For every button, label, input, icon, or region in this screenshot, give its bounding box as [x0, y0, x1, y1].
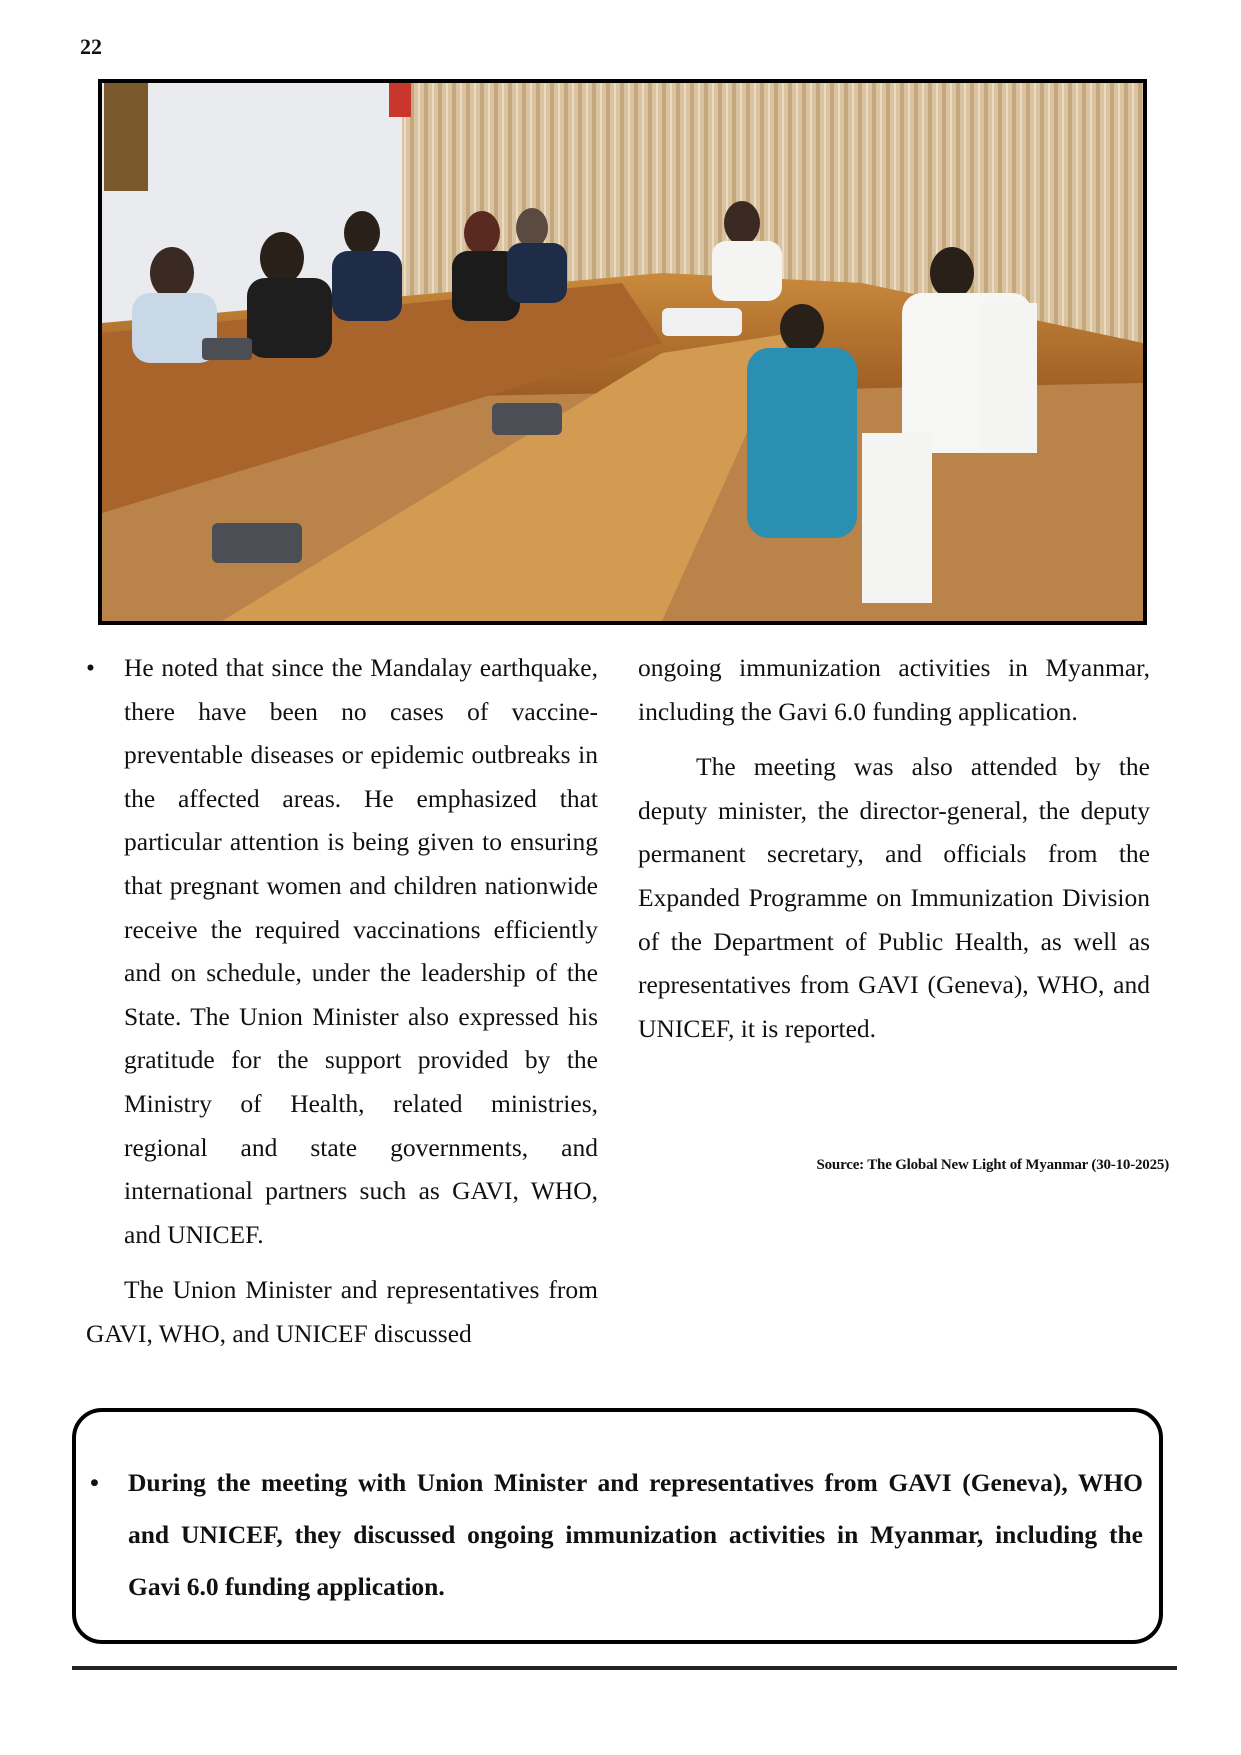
source-citation: Source: The Global New Light of Myanmar (30-10-2025) — [816, 1157, 1169, 1173]
flag — [389, 83, 411, 117]
article-continuation: ongoing immunization activities in Myanmar, including the Gavi 6.0 funding application. — [638, 653, 1150, 726]
article-bullet-text: He noted that since the Mandalay earthquake, there have been no cases of vaccine-preventable diseases or epidemic outbreaks in the affected areas. He emphasized that particular attention is being given to ensuring that pregnant women and children nationwide receive the required vaccinations efficiently and on schedule, under the leadership of the State. The Union Minister also expressed his gratitude for the support provided by the Ministry of Health, related ministries, regional and state governments, and international partners such as GAVI, WHO, and UNICEF. — [124, 653, 598, 1249]
article-paragraph: The meeting was also attended by the deputy minister, the director-general, the deputy permanent secretary, and officials from the Expanded Programme on Immunization Division of the Department of Public Health, as well as representatives from GAVI (Geneva), WHO, and UNICEF, it is reported. — [638, 752, 1150, 1043]
callout-text: During the meeting with Union Minister and representatives from GAVI (Geneva), WHO and UNICEF, they discussed ongoing immunization activities in Myanmar, including the Gavi 6.0 funding application. — [128, 1468, 1143, 1601]
meeting-photo — [98, 79, 1147, 625]
article-bullet-paragraph — [86, 646, 598, 1256]
wall-tapestry — [104, 83, 148, 191]
page-number: 22 — [80, 34, 102, 59]
bullet-icon: • — [86, 653, 95, 682]
meeting-photo-illustration — [102, 83, 1143, 621]
article-left-column — [86, 646, 598, 1356]
footer-rule — [72, 1666, 1177, 1670]
projector — [662, 308, 742, 336]
bullet-icon: • — [90, 1468, 99, 1497]
callout-box — [72, 1408, 1163, 1644]
callout-content — [90, 1457, 1143, 1613]
article-right-column — [638, 646, 1150, 1050]
article-paragraph: The Union Minister and representatives from GAVI, WHO, and UNICEF discussed — [86, 1275, 598, 1348]
